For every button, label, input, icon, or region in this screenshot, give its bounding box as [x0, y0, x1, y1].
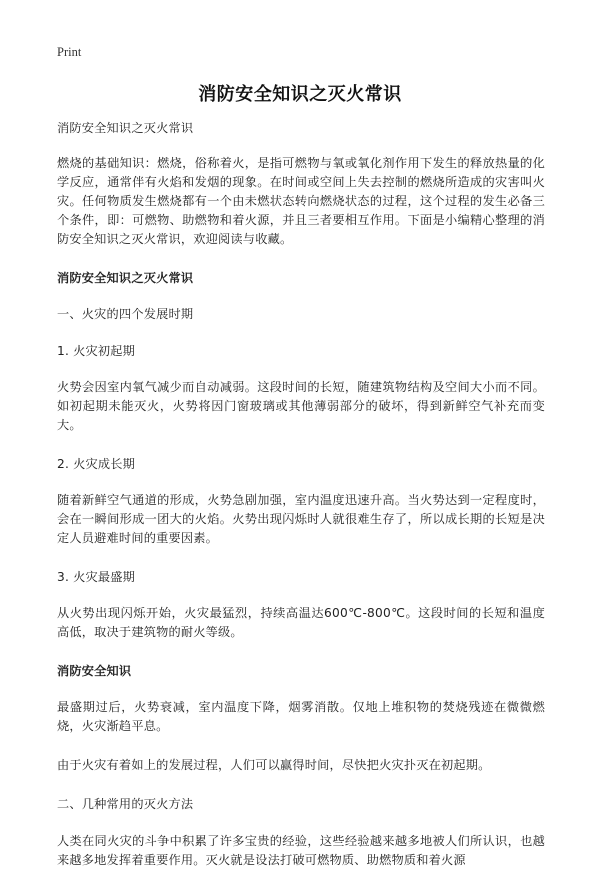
- section-heading-safety: 消防安全知识: [57, 664, 132, 678]
- stage-text-peak: 从火势出现闪烁开始，火灾最猛烈，持续高温达600℃-800℃。这段时间的长短和温度高低，取决于建筑物的耐火等级。: [57, 606, 545, 639]
- print-link[interactable]: Print: [57, 45, 82, 59]
- section-heading-knowledge: 消防安全知识之灭火常识: [57, 271, 194, 285]
- part-heading-methods: 二、几种常用的灭火方法: [57, 797, 194, 811]
- intro-paragraph: 燃烧的基础知识：燃烧，俗称着火，是指可燃物与氧或氧化剂作用下发生的释放热量的化学反应，通常伴有火焰和发烟的现象。在时间或空间上失去控制的燃烧所造成的灾害叫火灾。任何物质发生燃烧都有一个由未燃状态转向燃烧状态的过程，这个过程的发生必备三个条件，即：可燃物、助燃物和着火源，并且三者要相互作用。下面是小编精心整理的消防安全知识之灭火常识，欢迎阅读与收藏。: [57, 156, 545, 246]
- part-heading-fire-stages: 一、火灾的四个发展时期: [57, 307, 194, 321]
- stage-text-initial: 火势会因室内氧气减少而自动减弱。这段时间的长短，随建筑物结构及空间大小而不同。如初起期未能灭火，火势将因门窗玻璃或其他薄弱部分的破坏，得到新鲜空气补充而变大。: [57, 380, 545, 432]
- stage-text-decay: 最盛期过后，火势衰减，室内温度下降，烟雾消散。仅地上堆积物的焚烧残迹在微微燃烧，火灾渐趋平息。: [57, 700, 545, 733]
- summary-paragraph: 由于火灾有着如上的发展过程，人们可以赢得时间，尽快把火灾扑灭在初起期。: [57, 758, 491, 772]
- article-body: [57, 119, 545, 870]
- stage-heading-initial: 1. 火灾初起期: [57, 344, 136, 358]
- stage-text-growth: 随着新鲜空气通道的形成，火势急剧加强，室内温度迅速升高。当火势达到一定程度时，会在一瞬间形成一团大的火焰。火势出现闪烁时人就很难生存了，所以成长期的长短是决定人员避难时间的重要因素。: [57, 493, 545, 545]
- stage-heading-growth: 2. 火灾成长期: [57, 457, 136, 471]
- stage-heading-peak: 3. 火灾最盛期: [57, 570, 136, 584]
- methods-paragraph: 人类在同火灾的斗争中积累了许多宝贵的经验，这些经验越来越多地被人们所认识，也越来越多地发挥着重要作用。灭火就是设法打破可燃物质、助燃物质和着火源: [57, 834, 545, 867]
- page-title: 消防安全知识之灭火常识: [198, 84, 402, 105]
- article-subtitle: 消防安全知识之灭火常识: [57, 121, 194, 135]
